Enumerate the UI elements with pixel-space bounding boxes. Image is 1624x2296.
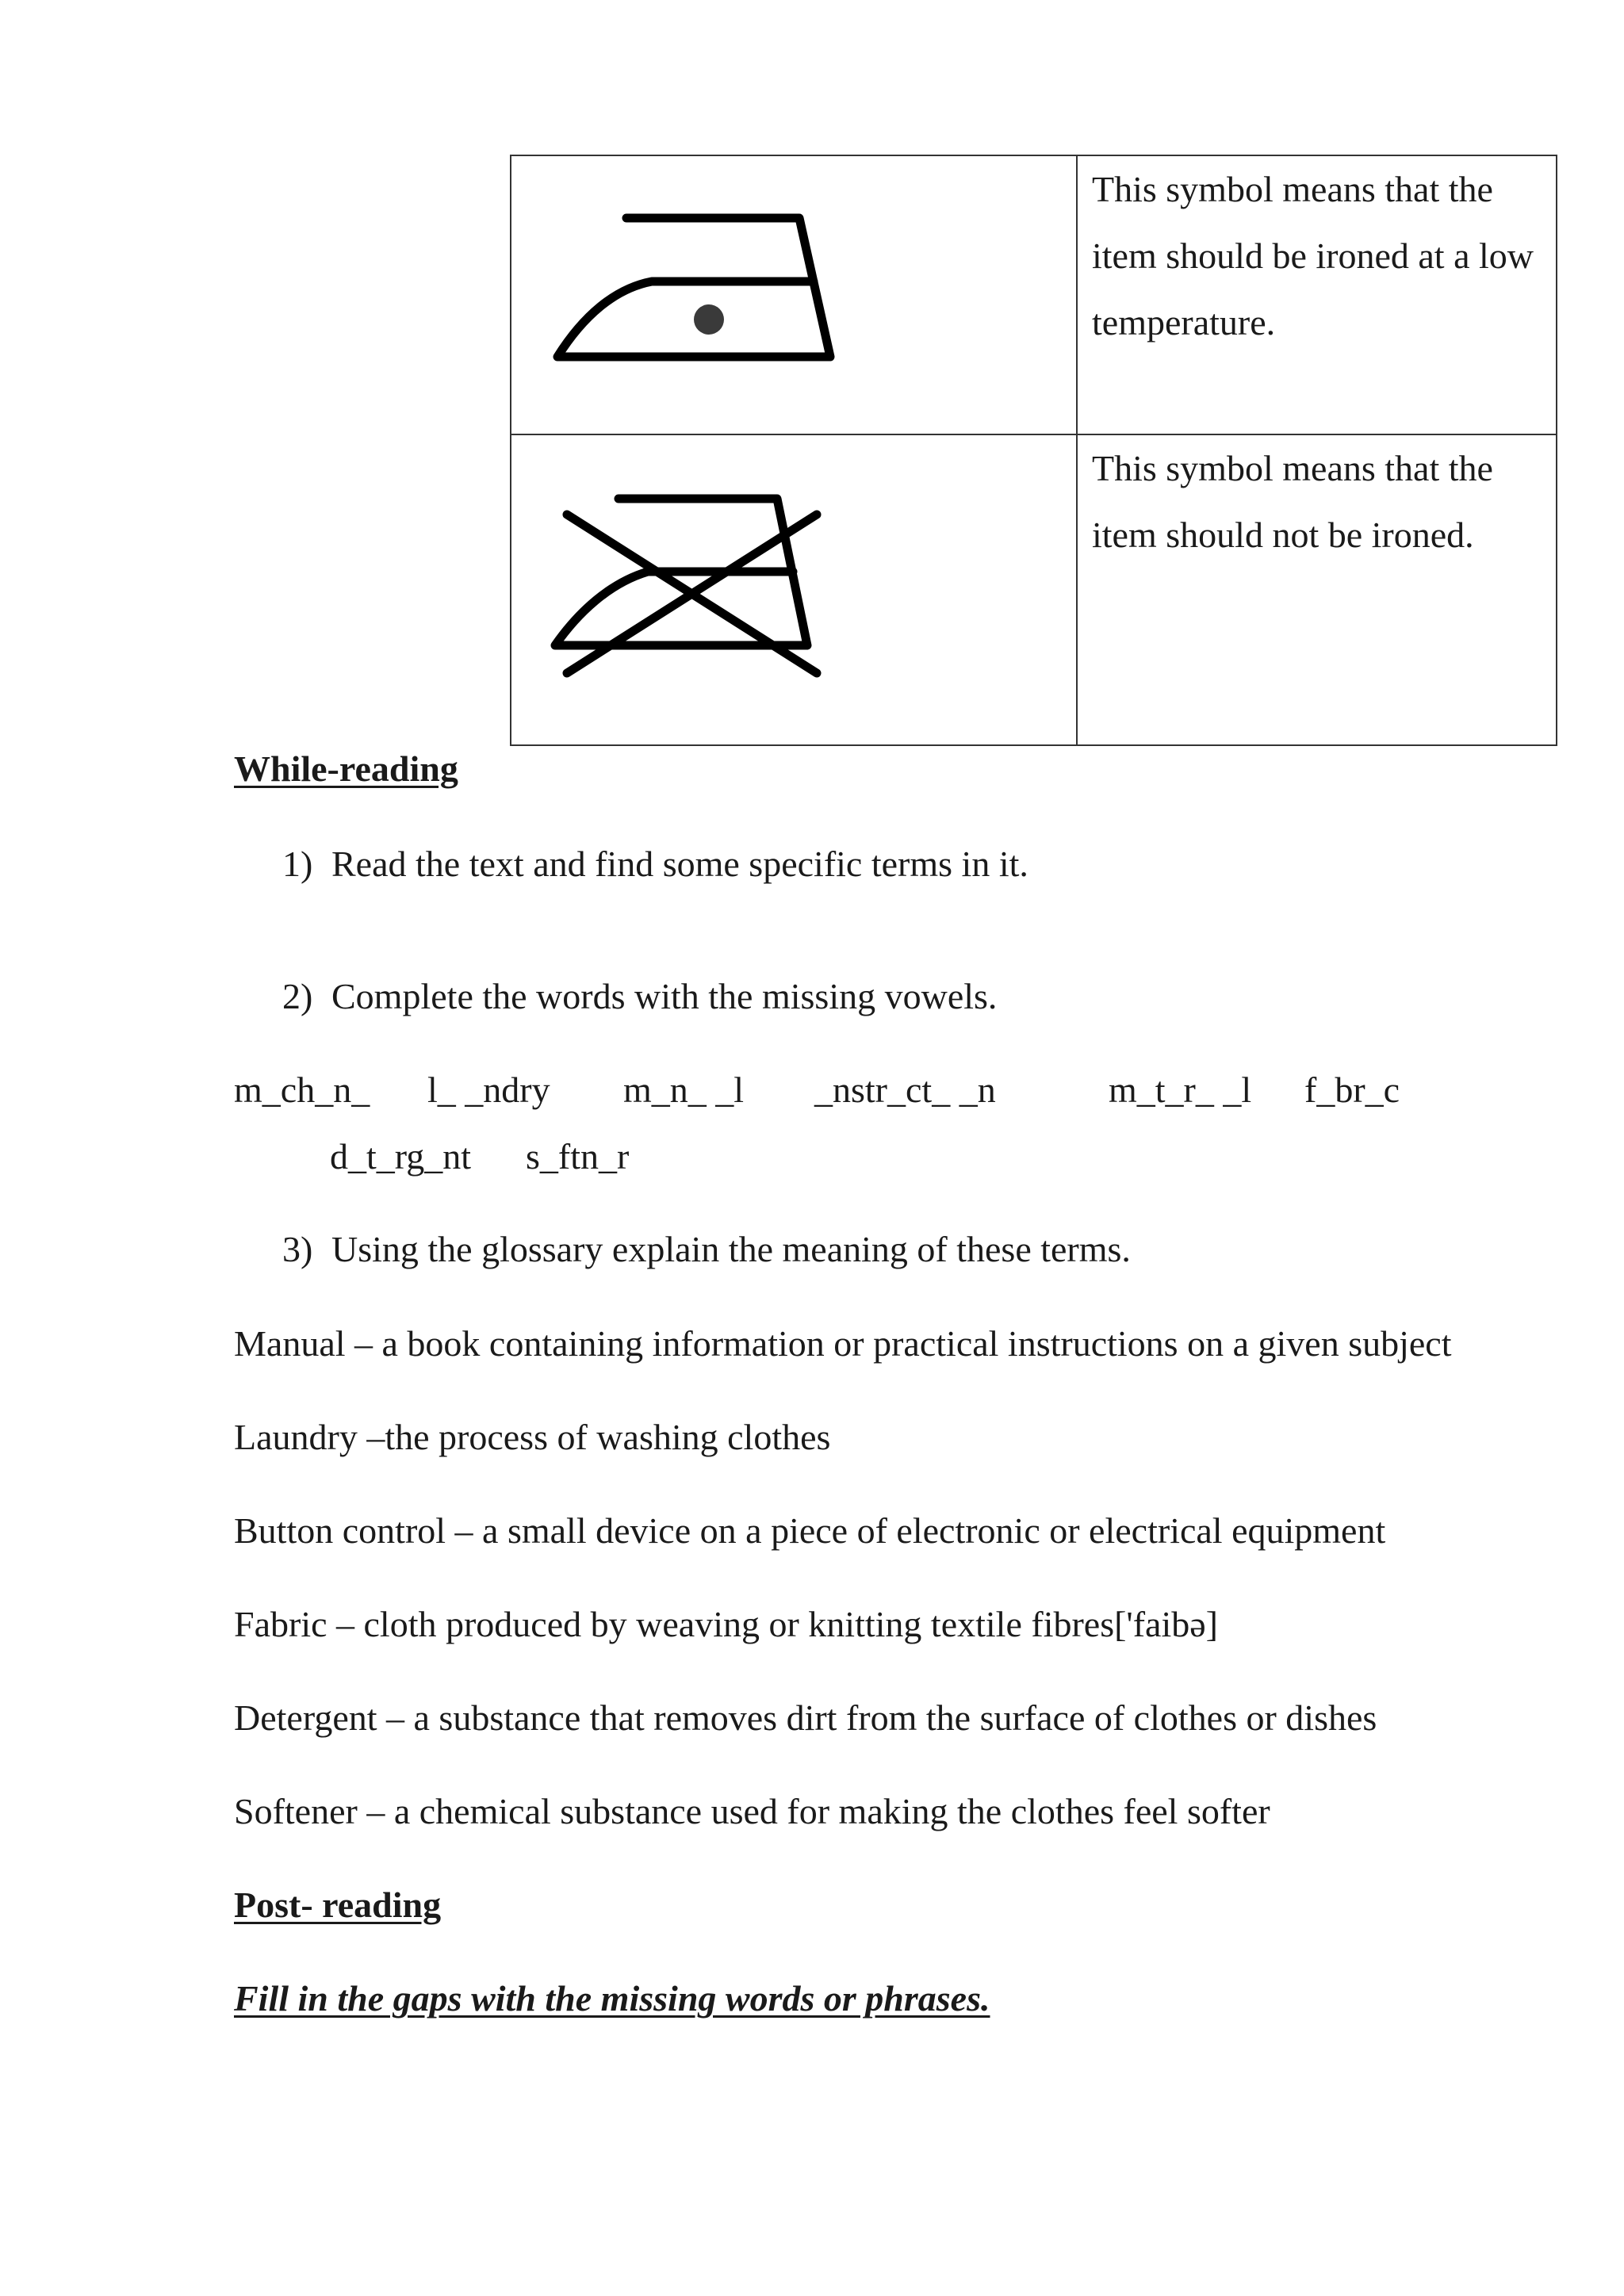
symbols-table: [510, 155, 1557, 746]
symbol-row: [511, 434, 1557, 745]
glossary-entry: Laundry –the process of washing clothes: [234, 1417, 831, 1457]
gap-word: s_ftn_r: [526, 1136, 630, 1177]
gap-word: d_t_rg_nt: [330, 1136, 472, 1177]
while-reading-heading: While-reading: [234, 748, 458, 789]
do-not-iron-icon: [511, 435, 1076, 744]
task-item: [282, 973, 997, 1020]
gap-word: m_t_r_ _l: [1109, 1070, 1252, 1110]
task-text: Read the text and find some specific terms in it.: [331, 844, 1028, 884]
iron-low-temperature-icon: [511, 156, 1076, 434]
task-number: 1): [282, 844, 313, 884]
task-text: Using the glossary explain the meaning of these terms.: [331, 1229, 1131, 1269]
symbol-row: [511, 155, 1557, 434]
glossary-entry: Fabric – cloth produced by weaving or knitting textile fibres['faibə]: [234, 1604, 1218, 1644]
glossary-entry: Manual – a book containing information or practical instructions on a given subject: [234, 1323, 1452, 1364]
symbol-icon-cell: [511, 434, 1077, 745]
task-text: Complete the words with the missing vowels.: [331, 976, 998, 1016]
gap-word: _nstr_ct_ _n: [814, 1070, 996, 1110]
post-reading-instruction: Fill in the gaps with the missing words or phrases.: [234, 1978, 990, 2019]
glossary-entry: Button control – a small device on a piece of electronic or electrical equipment: [234, 1510, 1386, 1551]
symbol-description: This symbol means that the item should not be ironed.: [1077, 434, 1557, 745]
task-number: 3): [282, 1229, 313, 1269]
glossary-entry: Detergent – a substance that removes dirt from the surface of clothes or dishes: [234, 1697, 1377, 1738]
symbol-description: This symbol means that the item should be ironed at a low temperature.: [1077, 155, 1557, 434]
glossary-entry: Softener – a chemical substance used for making the clothes feel softer: [234, 1791, 1270, 1831]
task-number: 2): [282, 976, 313, 1016]
post-reading-heading: Post- reading: [234, 1885, 442, 1925]
task-item: [282, 840, 1028, 888]
gap-word: f_br_c: [1304, 1070, 1400, 1110]
gap-word: l_ _ndry: [427, 1070, 550, 1110]
gap-word: m_n_ _l: [623, 1070, 745, 1110]
gap-word: m_ch_n_: [234, 1070, 370, 1110]
task-item: [282, 1226, 1131, 1273]
symbol-icon-cell: [511, 155, 1077, 434]
